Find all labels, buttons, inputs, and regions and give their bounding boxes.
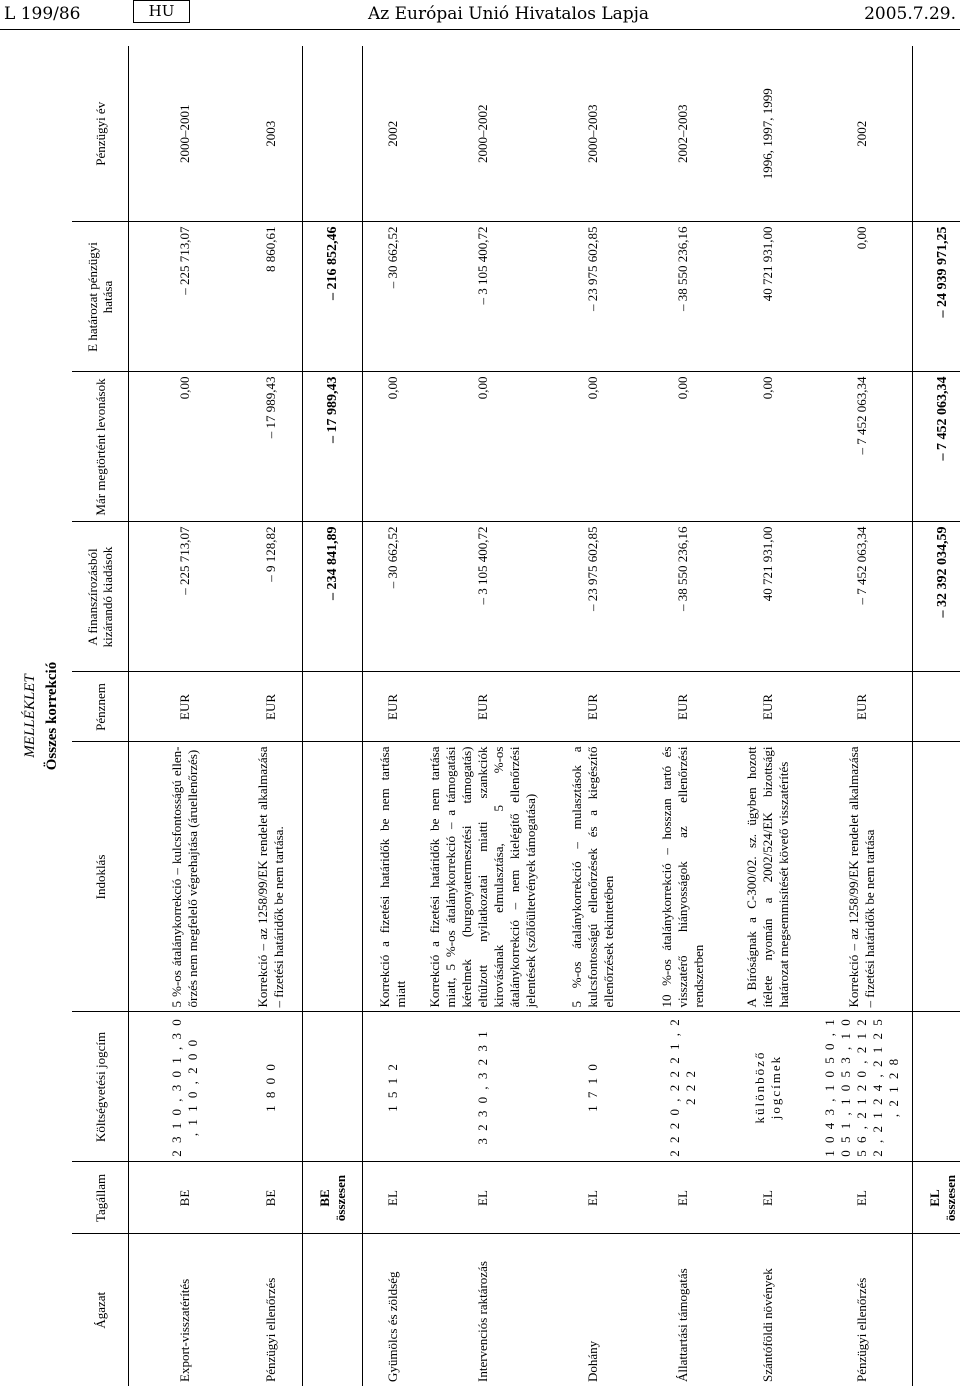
cell-year: 2000–2003: [543, 46, 643, 222]
cell-reason: A Bíróságnak a C-300/02. sz. ügyben hozott ítélete nyomán a 2002/524/EK bizottsági határozat megsemmisítését követő visszatérítés: [723, 742, 813, 1012]
cell-budget-item: 1 0 4 3 , 1 0 5 0 , 1 0 5 1 , 1 0 5 3 , 1 0 5 6 , 2 1 2 0 , 2 1 2 2 , 2 1 2 4 , 2 1 2 5 , 2 1 2 8: [813, 1012, 913, 1162]
cell-sector: Pénzügyi ellenőrzés: [854, 1277, 870, 1382]
el-total-excluded: – 32 392 034,59: [913, 522, 960, 672]
header-sector: Ágazat: [72, 1234, 129, 1386]
cell-deducted: – 17 989,43: [241, 372, 303, 522]
cell-reason: Korrekció – az 1258/99/EK rendelet alkalmazása – fizetési határidők be nem tartása.: [241, 742, 303, 1012]
cell-currency: EUR: [423, 672, 543, 742]
cell-currency: EUR: [643, 672, 723, 742]
cell-sector: Dohány: [584, 1340, 600, 1382]
cell-deducted: 0,00: [363, 372, 423, 522]
cell-empty: [303, 672, 363, 742]
cell-reason: 5 %-os átalánykorrekció – kulcsfontosságú ellenőrzés nem megfelelő végrehajtása (áruellenőrzés): [129, 742, 241, 1012]
cell-reason: Korrekció a fizetési határidők be nem tartása miatt: [363, 742, 423, 1012]
annex-rotated-content: [20, 46, 958, 1386]
cell-deducted: 0,00: [129, 372, 241, 522]
cell-reason: 10 %-os átalánykorrekció – hosszan tartó és visszatérő hiányosságok az ellenőrzési rendszerben: [643, 742, 723, 1012]
header-budget-item: Költségvetési jogcím: [72, 1012, 129, 1162]
be-total-deducted: – 17 989,43: [303, 372, 363, 522]
cell-year: 2002–2003: [643, 46, 723, 222]
be-total-row: [303, 46, 363, 1386]
table-row: [813, 46, 913, 1386]
table-header-row: [72, 46, 129, 1386]
cell-currency: EUR: [543, 672, 643, 742]
el-total-label: EL összesen: [913, 1162, 960, 1234]
cell-sector: Pénzügyi ellenőrzés: [263, 1277, 279, 1382]
cell-empty: [913, 46, 960, 222]
el-total-impact: – 24 939 971,25: [913, 222, 960, 372]
cell-member-state: EL: [723, 1162, 813, 1234]
cell-year: 2000–2002: [423, 46, 543, 222]
cell-empty: [913, 742, 960, 1012]
cell-currency: EUR: [363, 672, 423, 742]
cell-excluded: – 38 550 236,16: [643, 522, 723, 672]
cell-empty: [303, 46, 363, 222]
cell-excluded: – 30 662,52: [363, 522, 423, 672]
page-reference: L 199/86: [4, 4, 81, 24]
be-total-label: BE összesen: [303, 1162, 363, 1234]
cell-currency: EUR: [723, 672, 813, 742]
table-row: [543, 46, 643, 1386]
cell-member-state: BE: [129, 1162, 241, 1234]
cell-budget-item: 2 3 1 0 , 3 0 1 , 3 0 , 1 1 0 , 2 0 0: [129, 1012, 241, 1162]
cell-excluded: – 7 452 063,34: [813, 522, 913, 672]
cell-impact: – 225 713,07: [129, 222, 241, 372]
cell-year: 2000–2001: [129, 46, 241, 222]
cell-member-state: EL: [543, 1162, 643, 1234]
annex-title: MELLÉKLET: [22, 674, 38, 758]
be-total-impact: – 216 852,46: [303, 222, 363, 372]
cell-empty: [913, 1234, 960, 1386]
publication-date: 2005.7.29.: [864, 4, 956, 24]
header-excluded: A finanszírozásból kizárandó kiadások: [72, 522, 129, 672]
header-year: Pénzügyi év: [72, 46, 129, 222]
cell-empty: [913, 672, 960, 742]
cell-member-state: EL: [643, 1162, 723, 1234]
annex-subtitle: Összes korrekció: [44, 661, 60, 771]
cell-impact: 0,00: [813, 222, 913, 372]
el-total-deducted: – 7 452 063,34: [913, 372, 960, 522]
language-code-box: HU: [133, 0, 190, 23]
cell-member-state: EL: [813, 1162, 913, 1234]
cell-sector: Állattartási támogatás: [674, 1268, 690, 1382]
journal-title: Az Európai Unió Hivatalos Lapja: [368, 4, 650, 24]
cell-deducted: 0,00: [423, 372, 543, 522]
table-row: [129, 46, 241, 1386]
cell-impact: 40 721 931,00: [723, 222, 813, 372]
cell-impact: – 3 105 400,72: [423, 222, 543, 372]
cell-empty: [303, 1012, 363, 1162]
cell-member-state: EL: [363, 1162, 423, 1234]
cell-excluded: – 225 713,07: [129, 522, 241, 672]
cell-sector: Gyümölcs és zöldség: [384, 1271, 400, 1382]
cell-year: 2002: [363, 46, 423, 222]
header-currency: Pénznem: [72, 672, 129, 742]
table-row: [363, 46, 423, 1386]
page-header: [0, 0, 960, 30]
cell-deducted: 0,00: [723, 372, 813, 522]
cell-empty: [913, 1012, 960, 1162]
cell-reason: Korrekció – az 1258/99/EK rendelet alkalmazása – fizetési határidők be nem tartása: [813, 742, 913, 1012]
cell-budget-item: 2 2 2 0 , 2 2 2 1 , 2 2 2 2: [643, 1012, 723, 1162]
cell-year: 2002: [813, 46, 913, 222]
el-total-row: [913, 46, 960, 1386]
cell-budget-item: 1 7 1 0: [543, 1012, 643, 1162]
table-row: [643, 46, 723, 1386]
cell-empty: [303, 1234, 363, 1386]
header-impact: E határozat pénzügyi hatása: [72, 222, 129, 372]
cell-deducted: 0,00: [543, 372, 643, 522]
corrections-table: [72, 46, 960, 1386]
cell-year: 2003: [241, 46, 303, 222]
cell-empty: [303, 742, 363, 1012]
cell-year: 1996, 1997, 1999: [723, 46, 813, 222]
cell-impact: – 38 550 236,16: [643, 222, 723, 372]
cell-impact: – 30 662,52: [363, 222, 423, 372]
cell-excluded: – 3 105 400,72: [423, 522, 543, 672]
header-reason: Indoklás: [72, 742, 129, 1012]
header-deducted: Már megtörtént levonások: [72, 372, 129, 522]
cell-budget-item: 1 5 1 2: [363, 1012, 423, 1162]
table-row: [723, 46, 813, 1386]
cell-impact: – 23 975 602,85: [543, 222, 643, 372]
cell-budget-item: 3 2 3 0 , 3 2 3 1: [423, 1012, 543, 1162]
cell-sector: Intervenciós raktározás: [474, 1261, 490, 1382]
header-rule: [0, 29, 960, 30]
cell-deducted: – 7 452 063,34: [813, 372, 913, 522]
be-total-excluded: – 234 841,89: [303, 522, 363, 672]
table-row: [423, 46, 543, 1386]
cell-deducted: 0,00: [643, 372, 723, 522]
cell-budget-item: 1 8 0 0: [241, 1012, 303, 1162]
cell-excluded: – 23 975 602,85: [543, 522, 643, 672]
cell-sector: Export-visszatérítés: [176, 1278, 192, 1382]
cell-excluded: – 9 128,82: [241, 522, 303, 672]
cell-currency: EUR: [129, 672, 241, 742]
header-member-state: Tagállam: [72, 1162, 129, 1234]
cell-excluded: 40 721 931,00: [723, 522, 813, 672]
cell-budget-item: különböző jogcímek: [723, 1012, 813, 1162]
cell-reason: 5 %-os átalánykorrekció – mulasztások a kulcsfontosságú ellenőrzések és a kiegészítő ellenőrzések tekintetében: [543, 742, 643, 1012]
cell-reason: Korrekció a fizetési határidők be nem tartása miatt, 5 %-os átalánykorrekció – a támogatási kérelmek (burgonyatermesztési támogatás) eltúlzott nyilatkozatai miatti szankciók kirovásának elmulasztása, 5 %-os átalánykorrekció – nem kielégítő ellenőrzési jelentések (szőlőültetvények támogatása): [423, 742, 543, 1012]
cell-member-state: EL: [423, 1162, 543, 1234]
cell-impact: 8 860,61: [241, 222, 303, 372]
table-row: [241, 46, 303, 1386]
cell-member-state: BE: [241, 1162, 303, 1234]
cell-currency: EUR: [241, 672, 303, 742]
cell-sector: Szántóföldi növények: [759, 1268, 775, 1382]
cell-currency: EUR: [813, 672, 913, 742]
